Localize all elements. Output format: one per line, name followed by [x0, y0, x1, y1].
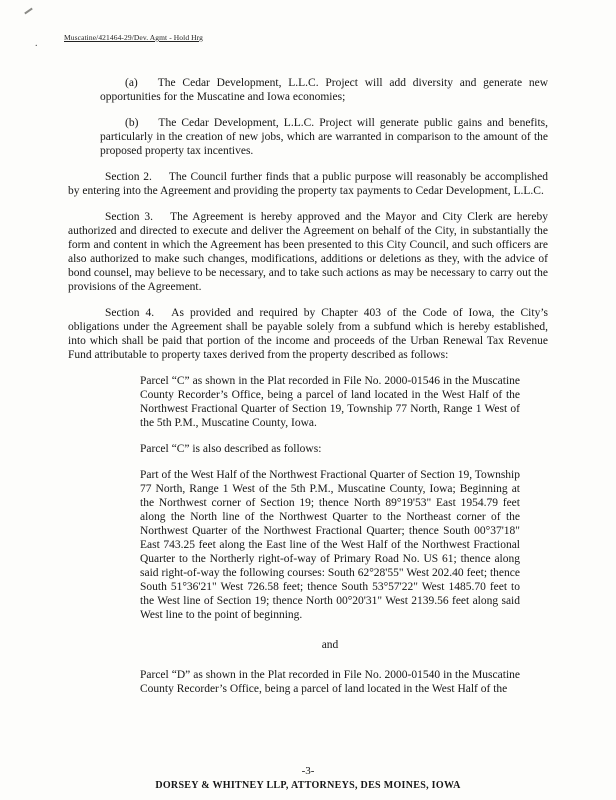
clause-b-text: The Cedar Development, L.L.C. Project will generate public gains and benefits, particularly in the creation of new jobs, which are warranted in comparison to the amount of the proposed property tax incentives.	[100, 117, 548, 157]
parcel-d-plat-text: Parcel “D” as shown in the Plat recorded in File No. 2000-01540 in the Muscatine County Recorder’s Office, being a parcel of land located in the West Half of the	[140, 669, 520, 695]
paragraph-clause-b	[100, 116, 548, 158]
clause-a-label: (a)	[125, 77, 138, 89]
scan-artifact: .	[35, 38, 38, 49]
section-3-label: Section 3.	[105, 211, 154, 223]
page-footer	[0, 765, 616, 792]
file-reference-note: Muscatine/421464-29/Dev. Agmt - Hold Hrg	[64, 33, 203, 42]
paragraph-clause-a	[100, 76, 548, 104]
clause-b-label: (b)	[125, 117, 139, 129]
paragraph-section-2	[68, 170, 548, 198]
connector-and	[140, 638, 520, 652]
parcel-c-plat-text: Parcel “C” as shown in the Plat recorded in File No. 2000-01546 in the Muscatine County Recorder’s Office, being a parcel of land located in the West Half of the Northwest Fractional Quarter of Section 19, Township 77 North, Range 1 West of the 5th P.M., Muscatine County, Iowa.	[140, 375, 520, 429]
document-body	[68, 76, 548, 708]
blockquote-parcel-c-plat	[140, 374, 520, 430]
blockquote-parcel-c-intro	[140, 442, 520, 456]
section-2-label: Section 2.	[105, 171, 152, 183]
paragraph-section-4	[68, 306, 548, 362]
connector-text: and	[321, 639, 339, 651]
parcel-c-legal-text: Part of the West Half of the Northwest Fractional Quarter of Section 19, Township 77 North, Range 1 West of the 5th P.M., Muscatine County, Iowa; Beginning at the Northwest corner of Section 19; thence North 89°19'53" East 1954.79 feet along the North line of the Northwest Quarter to the Northeast corner of the Northwest Quarter of the Northwest Fractional Quarter; thence South 00°37'18" East 743.25 feet along the East line of the West Half of the Northwest Fractional Quarter to the Northerly right-of-way of Primary Road No. US 61; thence along said right-of-way the following courses: South 62°28'55" West 202.40 feet; thence South 51°36'21" West 726.58 feet; thence South 53°57'22" West 1485.70 feet to the West line of Section 19; thence North 00°20'31" West 2139.56 feet along said West line to the point of beginning.	[140, 469, 520, 621]
clause-a-text: The Cedar Development, L.L.C. Project will add diversity and generate new opportunities for the Muscatine and Iowa economies;	[100, 77, 548, 103]
page-number: -3-	[301, 765, 315, 777]
section-3-text: The Agreement is hereby approved and the Mayor and City Clerk are hereby authorized and directed to execute and deliver the Agreement on behalf of the City, in substantially the form and content in which the Agreement has been presented to this City Council, and such officers are also authorized to make such changes, modifications, additions or deletions as they, with the advice of bond counsel, may believe to be necessary, and to take such actions as may be necessary to carry out the provisions of the Agreement.	[68, 211, 548, 293]
section-4-text: As provided and required by Chapter 403 of the Code of Iowa, the City’s obligations under the Agreement shall be payable solely from a subfund which is hereby established, into which shall be paid that portion of the income and proceeds of the Urban Renewal Tax Revenue Fund attributable to property taxes derived from the property described as follows:	[68, 307, 548, 361]
law-firm-line: DORSEY & WHITNEY LLP, ATTORNEYS, DES MOINES, IOWA	[155, 780, 461, 791]
section-4-label: Section 4.	[105, 307, 155, 319]
section-2-text: The Council further finds that a public purpose will reasonably be accomplished by entering into the Agreement and providing the property tax payments to Cedar Development, L.L.C.	[68, 171, 548, 197]
blockquote-parcel-c-legal	[140, 468, 520, 622]
blockquote-parcel-d-plat	[140, 668, 520, 696]
parcel-c-intro-text: Parcel “C” is also described as follows:	[140, 443, 322, 455]
scan-artifact	[24, 8, 33, 15]
paragraph-section-3	[68, 210, 548, 294]
